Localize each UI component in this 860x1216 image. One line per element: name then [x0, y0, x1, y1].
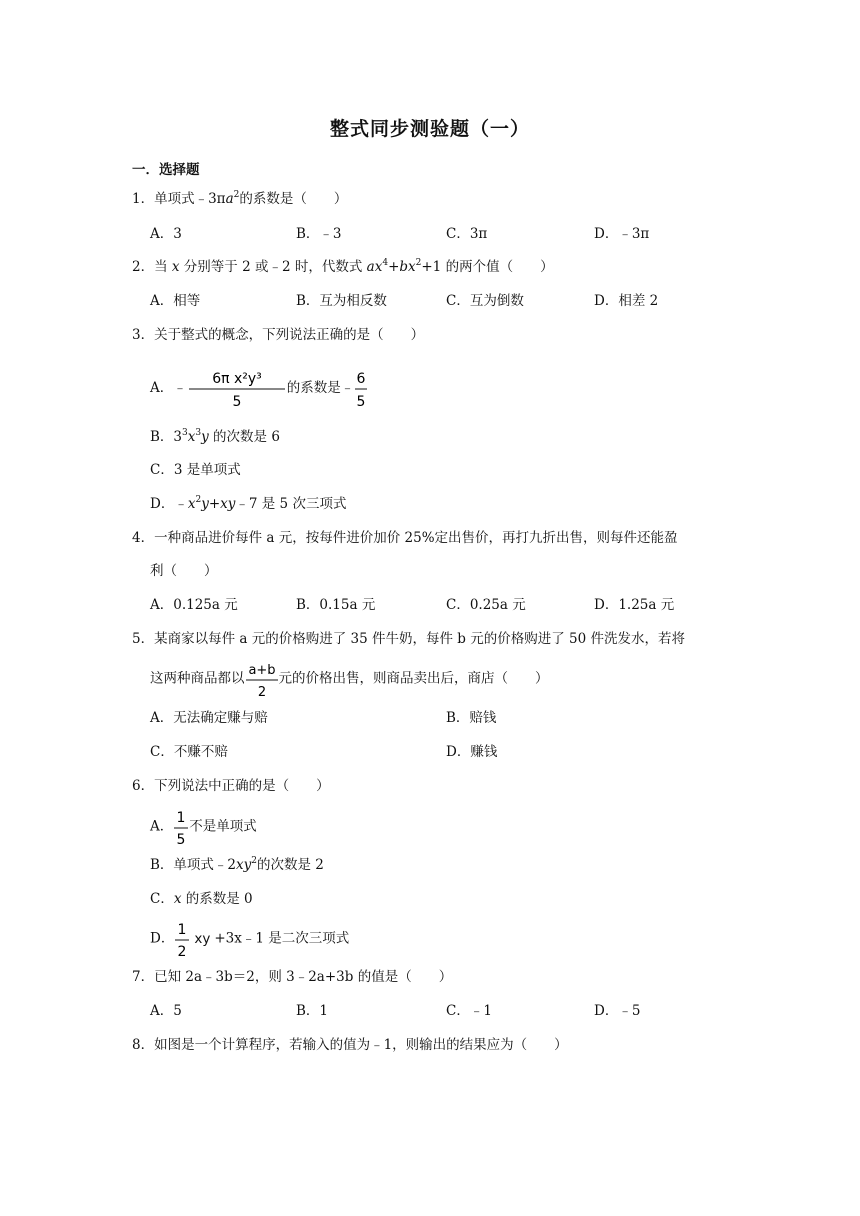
q4-option-a: A．0.125a 元 — [150, 597, 238, 613]
q2-option-a: A．相等 — [150, 293, 201, 309]
q3-option-c: C．3 是单项式 — [150, 462, 241, 478]
q3-fraction-6pi-x2y3-over-5 — [187, 366, 287, 410]
q2-option-b: B．互为相反数 — [296, 293, 387, 309]
q6-fraction-1-over-5 — [173, 807, 189, 847]
section-heading: 一．选择题 — [132, 162, 200, 178]
q6-option-d: D． 1 2 xy +3x﹣1 是二次三项式 — [150, 918, 349, 959]
svg-text:6: 6 — [356, 371, 366, 387]
q2-option-c: C．互为倒数 — [446, 293, 524, 309]
page-title: 整式同步测验题（一） — [329, 118, 530, 140]
q1-option-b: B．﹣3 — [296, 226, 342, 242]
q3-option-b: B．$3^3x^3y$ 的次数是 6 — [150, 428, 280, 445]
question-7: 7．已知 2a﹣3b＝2，则 3﹣2a+3b 的值是（ ） — [132, 969, 453, 985]
q6-option-a: A． 1 5 不是单项式 — [150, 806, 257, 847]
q5-option-d: D．赚钱 — [446, 744, 498, 760]
q5-option-a: A．无法确定赚与赔 — [150, 710, 268, 726]
q5-fraction-a-plus-b-over-2 — [245, 659, 279, 699]
q3-option-d: D．$﹣x^2y+xy﹣7$ 是 5 次三项式 — [150, 495, 347, 512]
question-2: 2．当 x 分别等于 2 或﹣2 时，代数式 $ax^4+bx^2+1$ 的两个值（ ） — [132, 258, 554, 275]
q4-option-d: D．1.25a 元 — [594, 597, 675, 613]
q2-option-d: D．相差 2 — [594, 293, 659, 309]
q1-option-d: D．﹣3π — [594, 226, 650, 242]
question-4-line-1: 4．一种商品进价每件 a 元，按每件进价加价 25%定出售价，再打九折出售，则每件还能盈 — [132, 530, 678, 546]
q7-option-c: C．﹣1 — [446, 1003, 492, 1019]
q7-option-a: A．5 — [150, 1003, 182, 1019]
svg-text:5: 5 — [232, 394, 242, 410]
q1-option-c: C．3π — [446, 226, 488, 242]
q6-fraction-1-over-2 — [174, 919, 190, 959]
q7-option-b: B．1 — [296, 1003, 329, 1019]
q5-option-c: C．不赚不赔 — [150, 744, 228, 760]
svg-text:2: 2 — [177, 943, 187, 959]
svg-text:1: 1 — [177, 921, 187, 938]
q6-option-c: C．x 的系数是 0 — [150, 891, 253, 907]
q7-option-d: D．﹣5 — [594, 1003, 641, 1019]
q6-option-b: B．单项式$﹣2xy^2$的次数是 2 — [150, 856, 324, 873]
svg-text:5: 5 — [176, 831, 186, 847]
svg-text:6π x²y³: 6π x²y³ — [211, 371, 262, 387]
svg-text:2: 2 — [257, 684, 266, 699]
question-1: 1．单项式$﹣3\pi a^2$的系数是（ ） — [132, 190, 348, 207]
q1-option-a: A．3 — [150, 226, 182, 242]
question-5-line-2: 这两种商品都以 a+b 2 元的价格出售，则商品卖出后，商店（ ） — [150, 658, 549, 699]
question-6: 6．下列说法中正确的是（ ） — [132, 778, 330, 794]
svg-text:5: 5 — [356, 394, 366, 410]
q4-option-b: B．0.15a 元 — [296, 597, 376, 613]
svg-text:a+b: a+b — [247, 662, 276, 678]
svg-text:1: 1 — [176, 809, 186, 826]
question-3: 3．关于整式的概念，下列说法正确的是（ ） — [132, 327, 425, 343]
question-8: 8．如图是一个计算程序，若输入的值为﹣1，则输出的结果应为（ ） — [132, 1037, 568, 1053]
q5-option-b: B．赔钱 — [446, 710, 497, 726]
q3-fraction-6-over-5 — [354, 366, 368, 410]
q4-option-c: C．0.25a 元 — [446, 597, 526, 613]
question-5-line-1: 5．某商家以每件 a 元的价格购进了 35 件牛奶，每件 b 元的价格购进了 50 件洗发水，若将 — [132, 631, 685, 647]
q3-option-a: A．﹣ 6π x²y³ 5 的系数是﹣ 6 5 — [150, 366, 368, 410]
question-4-line-2: 利（ ） — [150, 563, 218, 579]
